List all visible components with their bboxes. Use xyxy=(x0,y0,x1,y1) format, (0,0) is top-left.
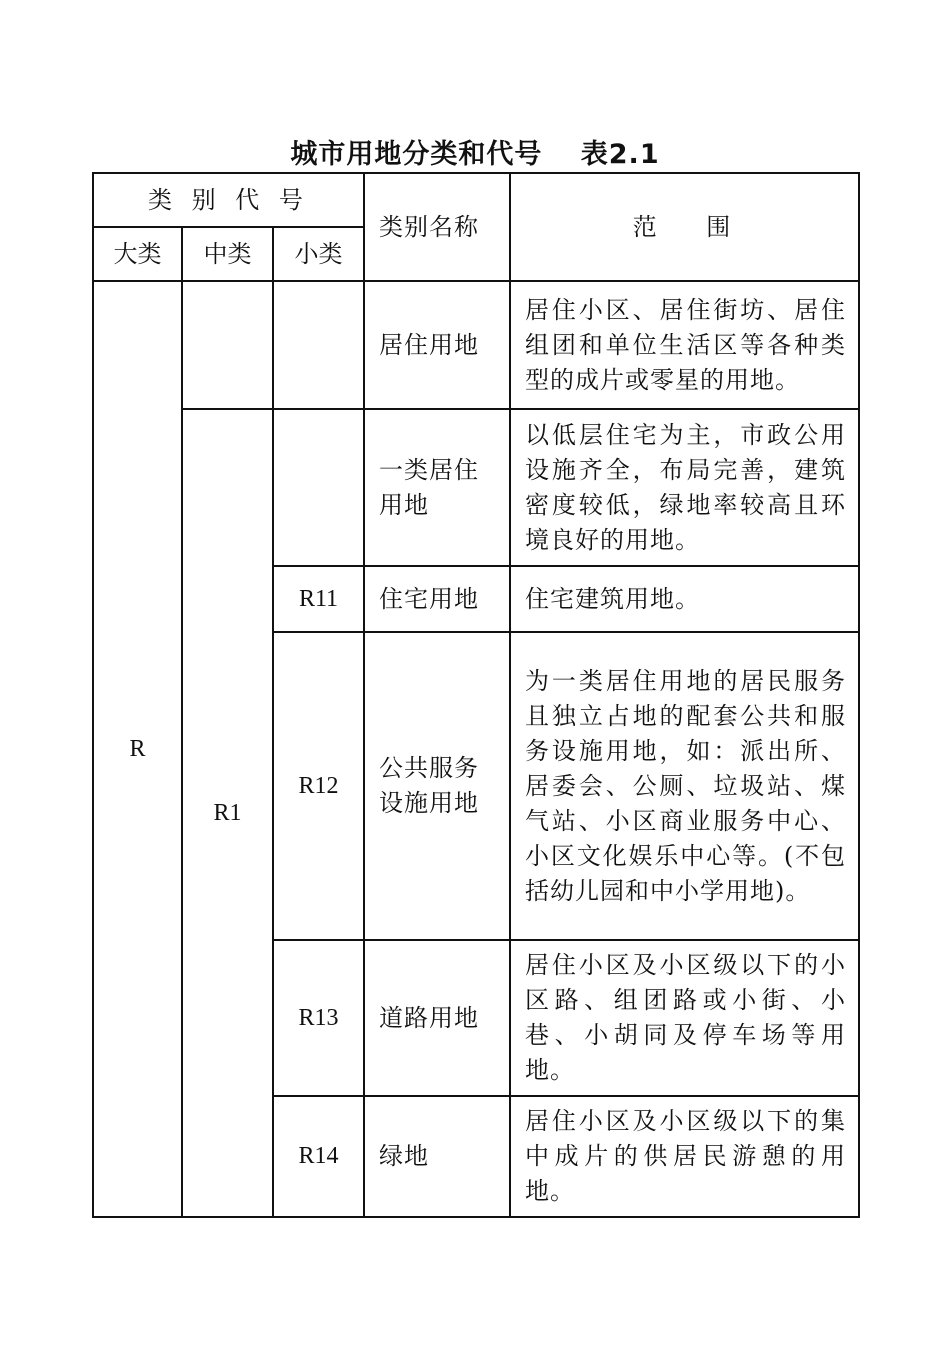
range-cell xyxy=(510,940,859,1096)
category-name-cell: 住宅用地 xyxy=(364,566,510,632)
land-use-table xyxy=(92,172,860,1218)
header-category-name: 类别名称 xyxy=(364,173,510,281)
table-row xyxy=(93,409,859,566)
range-text: 为一类居住用地的居民服务且独立占地的配套公共和服务设施用地，如：派出所、居委会、公厕、垃圾站、煤气站、小区商业服务中心、小区文化娱乐中心等。(不包括幼儿园和中小学用地)。 xyxy=(525,666,846,905)
header-category-code: 类 别 代 号 xyxy=(93,173,364,227)
minor-code-cell: R13 xyxy=(273,940,364,1096)
range-cell xyxy=(510,566,859,632)
minor-code-cell: R14 xyxy=(273,1096,364,1217)
category-name-cell: 居住用地 xyxy=(364,281,510,409)
range-text: 居住小区及小区级以下的集中成片的供居民游憩的用地。 xyxy=(525,1107,846,1205)
medium-code-cell xyxy=(182,281,273,409)
minor-code-cell: R12 xyxy=(273,632,364,940)
header-major: 大类 xyxy=(93,227,182,281)
range-cell xyxy=(510,632,859,940)
category-name-cell: 公共服务设施用地 xyxy=(364,632,510,940)
category-name-cell: 道路用地 xyxy=(364,940,510,1096)
header-medium: 中类 xyxy=(182,227,273,281)
table-title: 城市用地分类和代号 表2.1 xyxy=(290,139,660,170)
header-row-1 xyxy=(93,173,859,227)
range-text: 居住小区及小区级以下的小区路、组团路或小街、小巷、小胡同及停车场等用地。 xyxy=(525,951,846,1084)
header-minor: 小类 xyxy=(273,227,364,281)
range-cell xyxy=(510,1096,859,1217)
table-row xyxy=(93,281,859,409)
range-text: 以低层住宅为主，市政公用设施齐全，布局完善，建筑密度较低，绿地率较高且环境良好的用地。 xyxy=(525,420,846,554)
range-cell xyxy=(510,281,859,409)
minor-code-cell: R11 xyxy=(273,566,364,632)
range-text: 住宅建筑用地。 xyxy=(525,584,700,613)
medium-code-cell: R1 xyxy=(182,409,273,1217)
range-cell xyxy=(510,409,859,566)
range-text: 居住小区、居住街坊、居住组团和单位生活区等各种类型的成片或零星的用地。 xyxy=(525,295,846,394)
header-range: 范 围 xyxy=(510,173,859,281)
minor-code-cell xyxy=(273,409,364,566)
major-code-cell: R xyxy=(93,281,182,1217)
category-name-cell: 绿地 xyxy=(364,1096,510,1217)
minor-code-cell xyxy=(273,281,364,409)
category-name-cell: 一类居住用地 xyxy=(364,409,510,566)
